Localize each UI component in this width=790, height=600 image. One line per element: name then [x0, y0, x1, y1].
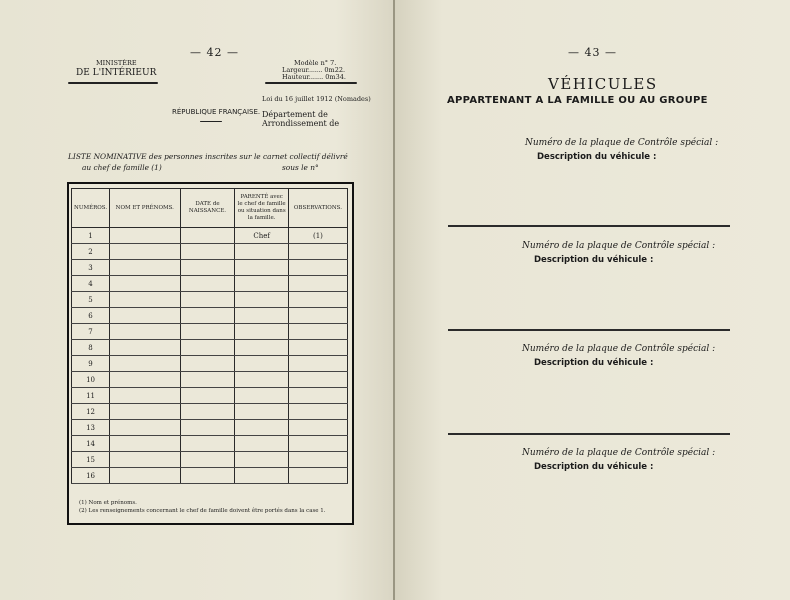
row-name-cell	[110, 404, 180, 420]
footnote-2: (2) Les renseignements concernant le chef de famille doivent être portés dans la case 1.	[79, 508, 326, 514]
row-name-cell	[110, 356, 180, 372]
row-relation-cell	[235, 276, 288, 292]
table-row	[72, 324, 348, 340]
row-relation-cell	[235, 404, 288, 420]
row-number-cell: 8	[72, 340, 110, 356]
row-number-cell: 9	[72, 356, 110, 372]
row-birthdate-cell	[180, 292, 235, 308]
row-birthdate-cell	[180, 356, 235, 372]
list-number-label: sous le n°	[282, 163, 319, 172]
row-name-cell	[110, 324, 180, 340]
row-observations-cell	[288, 276, 347, 292]
row-observations-cell	[288, 308, 347, 324]
row-name-cell	[110, 452, 180, 468]
table-row	[72, 340, 348, 356]
row-number-cell: 12	[72, 404, 110, 420]
republic-rule	[200, 121, 222, 122]
row-name-cell	[110, 244, 180, 260]
row-birthdate-cell	[180, 452, 235, 468]
row-relation-cell	[235, 260, 288, 276]
vehicles-subtitle: APPARTENANT A LA FAMILLE OU AU GROUPE	[447, 95, 708, 106]
row-number-cell: 2	[72, 244, 110, 260]
ministry-line-2: DE L'INTÉRIEUR	[76, 68, 157, 78]
row-birthdate-cell	[180, 276, 235, 292]
row-relation-cell	[235, 436, 288, 452]
table-row	[72, 308, 348, 324]
row-birthdate-cell	[180, 308, 235, 324]
model-title: Modèle n° 7.	[294, 59, 337, 67]
col-header-number: NUMÉROS.	[72, 189, 110, 228]
table-row	[72, 276, 348, 292]
table-row	[72, 436, 348, 452]
row-relation-cell	[235, 420, 288, 436]
row-name-cell	[110, 388, 180, 404]
table-header-row	[72, 189, 348, 228]
table-row	[72, 420, 348, 436]
right-page-number: — 43 —	[568, 46, 617, 59]
vehicle-4-plate-label: Numéro de la plaque de Contrôle spécial :	[522, 448, 716, 458]
row-observations-cell	[288, 292, 347, 308]
row-relation-cell	[235, 324, 288, 340]
table-row	[72, 260, 348, 276]
table-row	[72, 228, 348, 244]
row-relation-cell	[235, 468, 288, 484]
table-row	[72, 244, 348, 260]
table-row	[72, 292, 348, 308]
arrondissement-label: Arrondissement de	[262, 119, 340, 128]
republic-label: RÉPUBLIQUE FRANÇAISE.	[172, 108, 261, 116]
persons-table	[71, 188, 348, 484]
vehicle-1-description-label: Description du véhicule :	[537, 152, 657, 162]
row-birthdate-cell	[180, 340, 235, 356]
row-birthdate-cell	[180, 260, 235, 276]
vehicle-4-description-label: Description du véhicule :	[534, 462, 654, 472]
table-row	[72, 356, 348, 372]
row-observations-cell	[288, 244, 347, 260]
row-observations-cell	[288, 420, 347, 436]
row-name-cell	[110, 308, 180, 324]
row-observations-cell	[288, 260, 347, 276]
row-name-cell	[110, 436, 180, 452]
row-relation-cell	[235, 372, 288, 388]
vehicle-3-plate-label: Numéro de la plaque de Contrôle spécial :	[522, 344, 716, 354]
footnote-1: (1) Nom et prénoms.	[79, 500, 137, 506]
row-name-cell	[110, 340, 180, 356]
row-observations-cell	[288, 388, 347, 404]
row-birthdate-cell	[180, 468, 235, 484]
row-number-cell: 14	[72, 436, 110, 452]
row-observations-cell	[288, 404, 347, 420]
row-birthdate-cell	[180, 228, 235, 244]
row-observations-cell	[288, 468, 347, 484]
row-observations-cell	[288, 356, 347, 372]
table-row	[72, 468, 348, 484]
row-name-cell	[110, 228, 180, 244]
row-birthdate-cell	[180, 372, 235, 388]
row-relation-cell: Chef	[235, 228, 288, 244]
model-width: Largeur....... 0m22.	[282, 66, 346, 74]
row-observations-cell	[288, 324, 347, 340]
vehicle-1-plate-label: Numéro de la plaque de Contrôle spécial :	[525, 138, 719, 148]
row-number-cell: 3	[72, 260, 110, 276]
vehicle-separator-3	[448, 433, 730, 435]
model-height: Hauteur....... 0m34.	[282, 73, 346, 81]
row-number-cell: 10	[72, 372, 110, 388]
table-row	[72, 404, 348, 420]
row-number-cell: 11	[72, 388, 110, 404]
row-name-cell	[110, 420, 180, 436]
table-row	[72, 388, 348, 404]
row-observations-cell	[288, 436, 347, 452]
persons-table-frame	[67, 182, 354, 525]
row-birthdate-cell	[180, 244, 235, 260]
row-birthdate-cell	[180, 388, 235, 404]
row-name-cell	[110, 372, 180, 388]
row-birthdate-cell	[180, 324, 235, 340]
vehicles-title: VÉHICULES	[548, 75, 658, 93]
law-reference: Loi du 16 juillet 1912 (Nomades)	[262, 95, 371, 103]
row-relation-cell	[235, 340, 288, 356]
row-number-cell: 1	[72, 228, 110, 244]
row-observations-cell	[288, 452, 347, 468]
row-number-cell: 4	[72, 276, 110, 292]
row-number-cell: 6	[72, 308, 110, 324]
row-observations-cell	[288, 372, 347, 388]
vehicle-2-description-label: Description du véhicule :	[534, 255, 654, 265]
col-header-birthdate: DATE de NAISSANCE.	[180, 189, 235, 228]
model-flourish	[265, 82, 357, 84]
vehicle-separator-2	[448, 329, 730, 331]
vehicle-separator-1	[448, 225, 730, 227]
vehicle-3-description-label: Description du véhicule :	[534, 358, 654, 368]
col-header-observations: OBSERVATIONS.	[288, 189, 347, 228]
row-birthdate-cell	[180, 404, 235, 420]
row-name-cell	[110, 292, 180, 308]
row-relation-cell	[235, 292, 288, 308]
row-name-cell	[110, 260, 180, 276]
row-birthdate-cell	[180, 420, 235, 436]
row-relation-cell	[235, 308, 288, 324]
list-heading: LISTE NOMINATIVE des personnes inscrites sur le carnet collectif délivré	[68, 152, 348, 161]
left-page-number: — 42 —	[190, 46, 239, 59]
col-header-name: NOM ET PRÉNOMS.	[110, 189, 180, 228]
row-name-cell	[110, 468, 180, 484]
list-chef-label: au chef de famille (1)	[82, 163, 162, 172]
row-relation-cell	[235, 356, 288, 372]
row-relation-cell	[235, 388, 288, 404]
department-label: Département de	[262, 110, 328, 119]
row-observations-cell	[288, 340, 347, 356]
table-row	[72, 372, 348, 388]
row-number-cell: 5	[72, 292, 110, 308]
row-relation-cell	[235, 244, 288, 260]
table-row	[72, 452, 348, 468]
row-birthdate-cell	[180, 436, 235, 452]
row-number-cell: 15	[72, 452, 110, 468]
col-header-relation: PARENTÉ avec le chef de famille ou situation dans la famille.	[235, 189, 288, 228]
row-observations-cell: (1)	[288, 228, 347, 244]
row-number-cell: 16	[72, 468, 110, 484]
vehicle-2-plate-label: Numéro de la plaque de Contrôle spécial :	[522, 241, 716, 251]
ministry-flourish	[68, 82, 158, 84]
row-number-cell: 13	[72, 420, 110, 436]
row-name-cell	[110, 276, 180, 292]
row-number-cell: 7	[72, 324, 110, 340]
ministry-line-1: MINISTÈRE	[96, 59, 137, 67]
row-relation-cell	[235, 452, 288, 468]
